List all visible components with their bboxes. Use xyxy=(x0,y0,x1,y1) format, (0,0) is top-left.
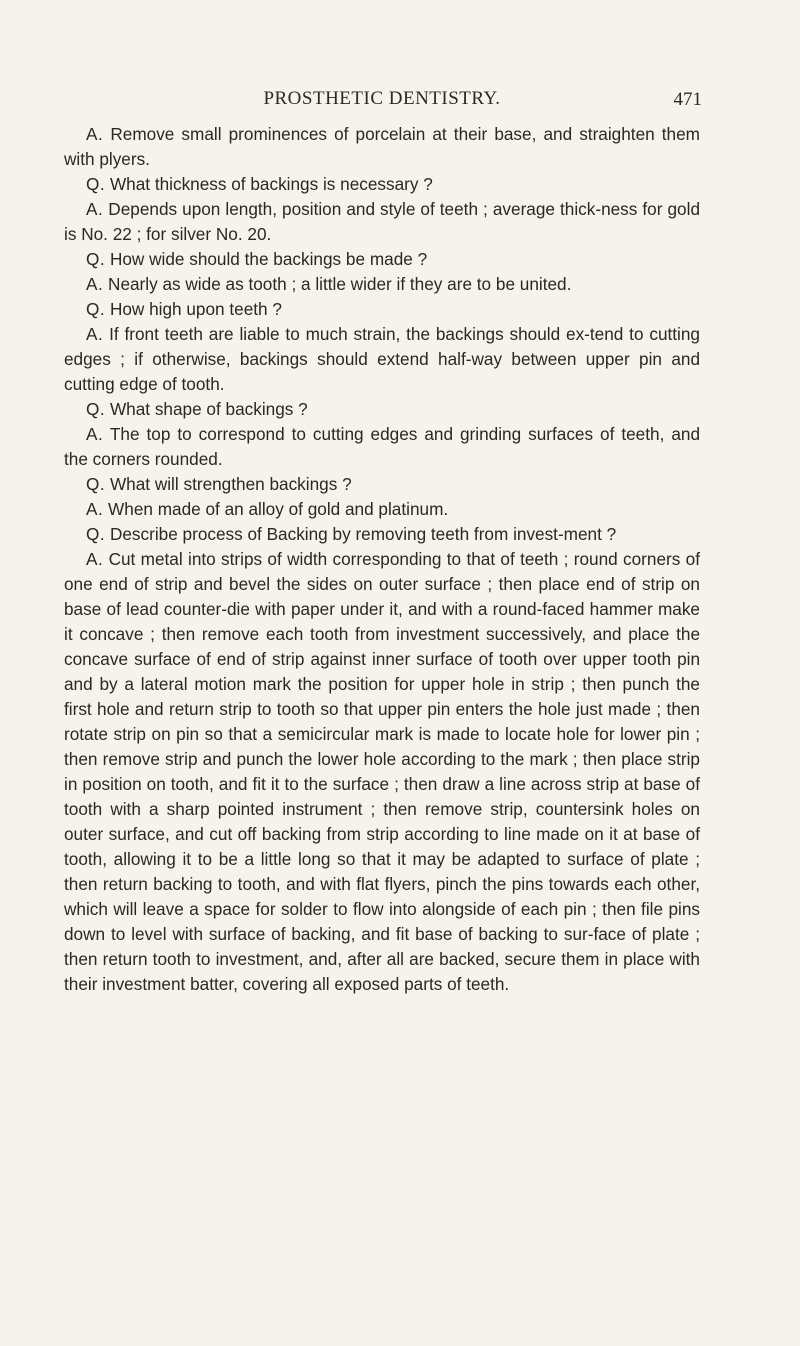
paragraph-text: The top to correspond to cutting edges and grinding surfaces of teeth, and the corners rounded. xyxy=(64,424,700,469)
question-marker: Q. xyxy=(86,174,106,194)
answer-marker: A. xyxy=(86,199,104,219)
answer-paragraph xyxy=(64,547,700,997)
paragraph-text: Cut metal into strips of width corresponding to that of teeth ; round corners of one end of strip and bevel the sides on outer surface ; then place end of strip on base of lead counter-die with paper under it, and with a round-faced hammer make it concave ; then remove each tooth from investment successively, and place the concave surface of end of strip against inner surface of tooth over upper tooth pin and by a lateral motion mark the position for upper hole in strip ; then punch the first hole and return strip to tooth so that upper pin enters the hole just made ; then rotate strip on pin so that a semicircular mark is made to locate hole for lower pin ; then remove strip and punch the lower hole according to the mark ; then place strip in position on tooth, and fit it to the surface ; then draw a line across strip at base of tooth with a sharp pointed instrument ; then remove strip, countersink holes on outer surface, and cut off backing from strip according to line made on it at base of tooth, allowing it to be a little long so that it may be adapted to surface of plate ; then return backing to tooth, and with flat flyers, pinch the pins towards each other, which will leave a space for solder to flow into alongside of each pin ; then file pins down to level with surface of backing, and fit base of backing to sur-face of plate ; then return tooth to investment, and, after all are backed, secure them in place with their investment batter, covering all exposed parts of teeth. xyxy=(64,549,700,994)
question-paragraph xyxy=(64,522,700,547)
question-marker: Q. xyxy=(86,524,106,544)
question-marker: Q. xyxy=(86,249,106,269)
question-marker: Q. xyxy=(86,474,106,494)
question-paragraph xyxy=(64,472,700,497)
paragraph-text: What thickness of backings is necessary ? xyxy=(109,174,433,194)
paragraph-text: If front teeth are liable to much strain, the backings should ex-tend to cutting edges ; if otherwise, backings should extend half-way between upper pin and cutting edge of tooth. xyxy=(64,324,700,394)
answer-marker: A. xyxy=(86,549,104,569)
answer-marker: A. xyxy=(86,424,104,444)
running-head xyxy=(64,86,700,116)
answer-paragraph xyxy=(64,197,700,247)
answer-paragraph xyxy=(64,272,700,297)
paragraph-text: Describe process of Backing by removing teeth from invest-ment ? xyxy=(109,524,617,544)
question-paragraph xyxy=(64,247,700,272)
paragraph-text: Remove small prominences of porcelain at their base, and straighten them with plyers. xyxy=(64,124,700,169)
answer-marker: A. xyxy=(86,124,104,144)
question-marker: Q. xyxy=(86,299,106,319)
answer-marker: A. xyxy=(86,274,104,294)
answer-marker: A. xyxy=(86,324,104,344)
running-title: PROSTHETIC DENTISTRY. xyxy=(263,88,501,109)
paragraph-text: Depends upon length, position and style of teeth ; average thick-ness for gold is No. 22 ; for silver No. 20. xyxy=(64,199,700,244)
page-number: 471 xyxy=(673,89,702,110)
paragraph-text: What will strengthen backings ? xyxy=(109,474,352,494)
answer-paragraph xyxy=(64,497,700,522)
question-paragraph xyxy=(64,397,700,422)
paragraph-text: How high upon teeth ? xyxy=(109,299,282,319)
paragraph-text: Nearly as wide as tooth ; a little wider if they are to be united. xyxy=(108,274,572,294)
paragraph-text: What shape of backings ? xyxy=(109,399,308,419)
qa-text-body xyxy=(64,122,700,997)
paragraph-text: When made of an alloy of gold and platinum. xyxy=(108,499,449,519)
question-paragraph xyxy=(64,172,700,197)
answer-marker: A. xyxy=(86,499,104,519)
question-marker: Q. xyxy=(86,399,106,419)
book-page xyxy=(64,86,700,1326)
paragraph-text: How wide should the backings be made ? xyxy=(109,249,428,269)
answer-paragraph xyxy=(64,422,700,472)
answer-paragraph xyxy=(64,122,700,172)
question-paragraph xyxy=(64,297,700,322)
answer-paragraph xyxy=(64,322,700,397)
